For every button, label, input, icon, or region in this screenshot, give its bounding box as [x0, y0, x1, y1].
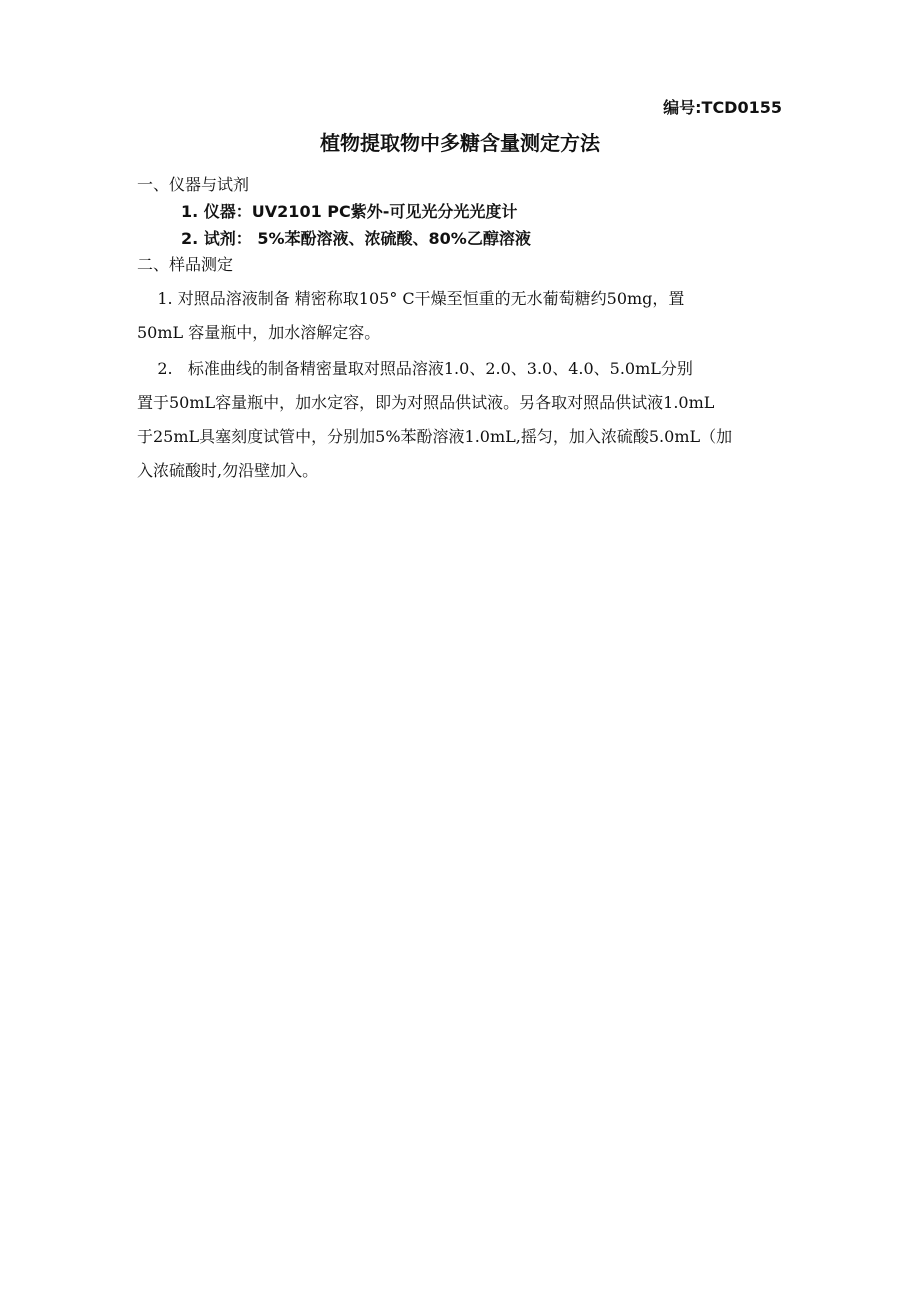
document-number: 编号:TCD0155: [663, 98, 782, 117]
paragraph-line: 2. 标准曲线的制备精密量取对照品溶液1.0、2.0、3.0、4.0、5.0mL分别: [137, 359, 693, 378]
paragraph-line: 1. 对照品溶液制备 精密称取105° C干燥至恒重的无水葡萄糖约50mg，置: [137, 289, 685, 308]
paragraph-line: 于25mL具塞刻度试管中，分别加5%苯酚溶液1.0mL,摇匀，加入浓硫酸5.0mL（加: [137, 427, 733, 446]
list-item-text: 5%苯酚溶液、浓硫酸、80%乙醇溶液: [251, 229, 531, 248]
paragraph-standard-curve: [137, 352, 785, 488]
paragraph-line: 入浓硫酸时,勿沿壁加入。: [137, 461, 319, 480]
list-item-prefix: 2. 试剂：: [181, 229, 252, 248]
paragraph-reference-solution: [137, 282, 785, 350]
list-item-text: UV2101 PC紫外-可见光分光光度计: [251, 202, 518, 221]
list-item-reagents: [181, 228, 531, 250]
list-item-instrument: [181, 201, 517, 223]
section-heading-instruments: 一、仪器与试剂: [137, 175, 250, 194]
paragraph-line: 50mL 容量瓶中，加水溶解定容。: [137, 323, 381, 342]
list-item-prefix: 1. 仪器：: [181, 202, 252, 221]
paragraph-line: 置于50mL容量瓶中，加水定容，即为对照品供试液。另各取对照品供试液1.0mL: [137, 393, 715, 412]
section-heading-sample-test: 二、样品测定: [137, 255, 234, 274]
document-title: 植物提取物中多糖含量测定方法: [320, 131, 600, 155]
